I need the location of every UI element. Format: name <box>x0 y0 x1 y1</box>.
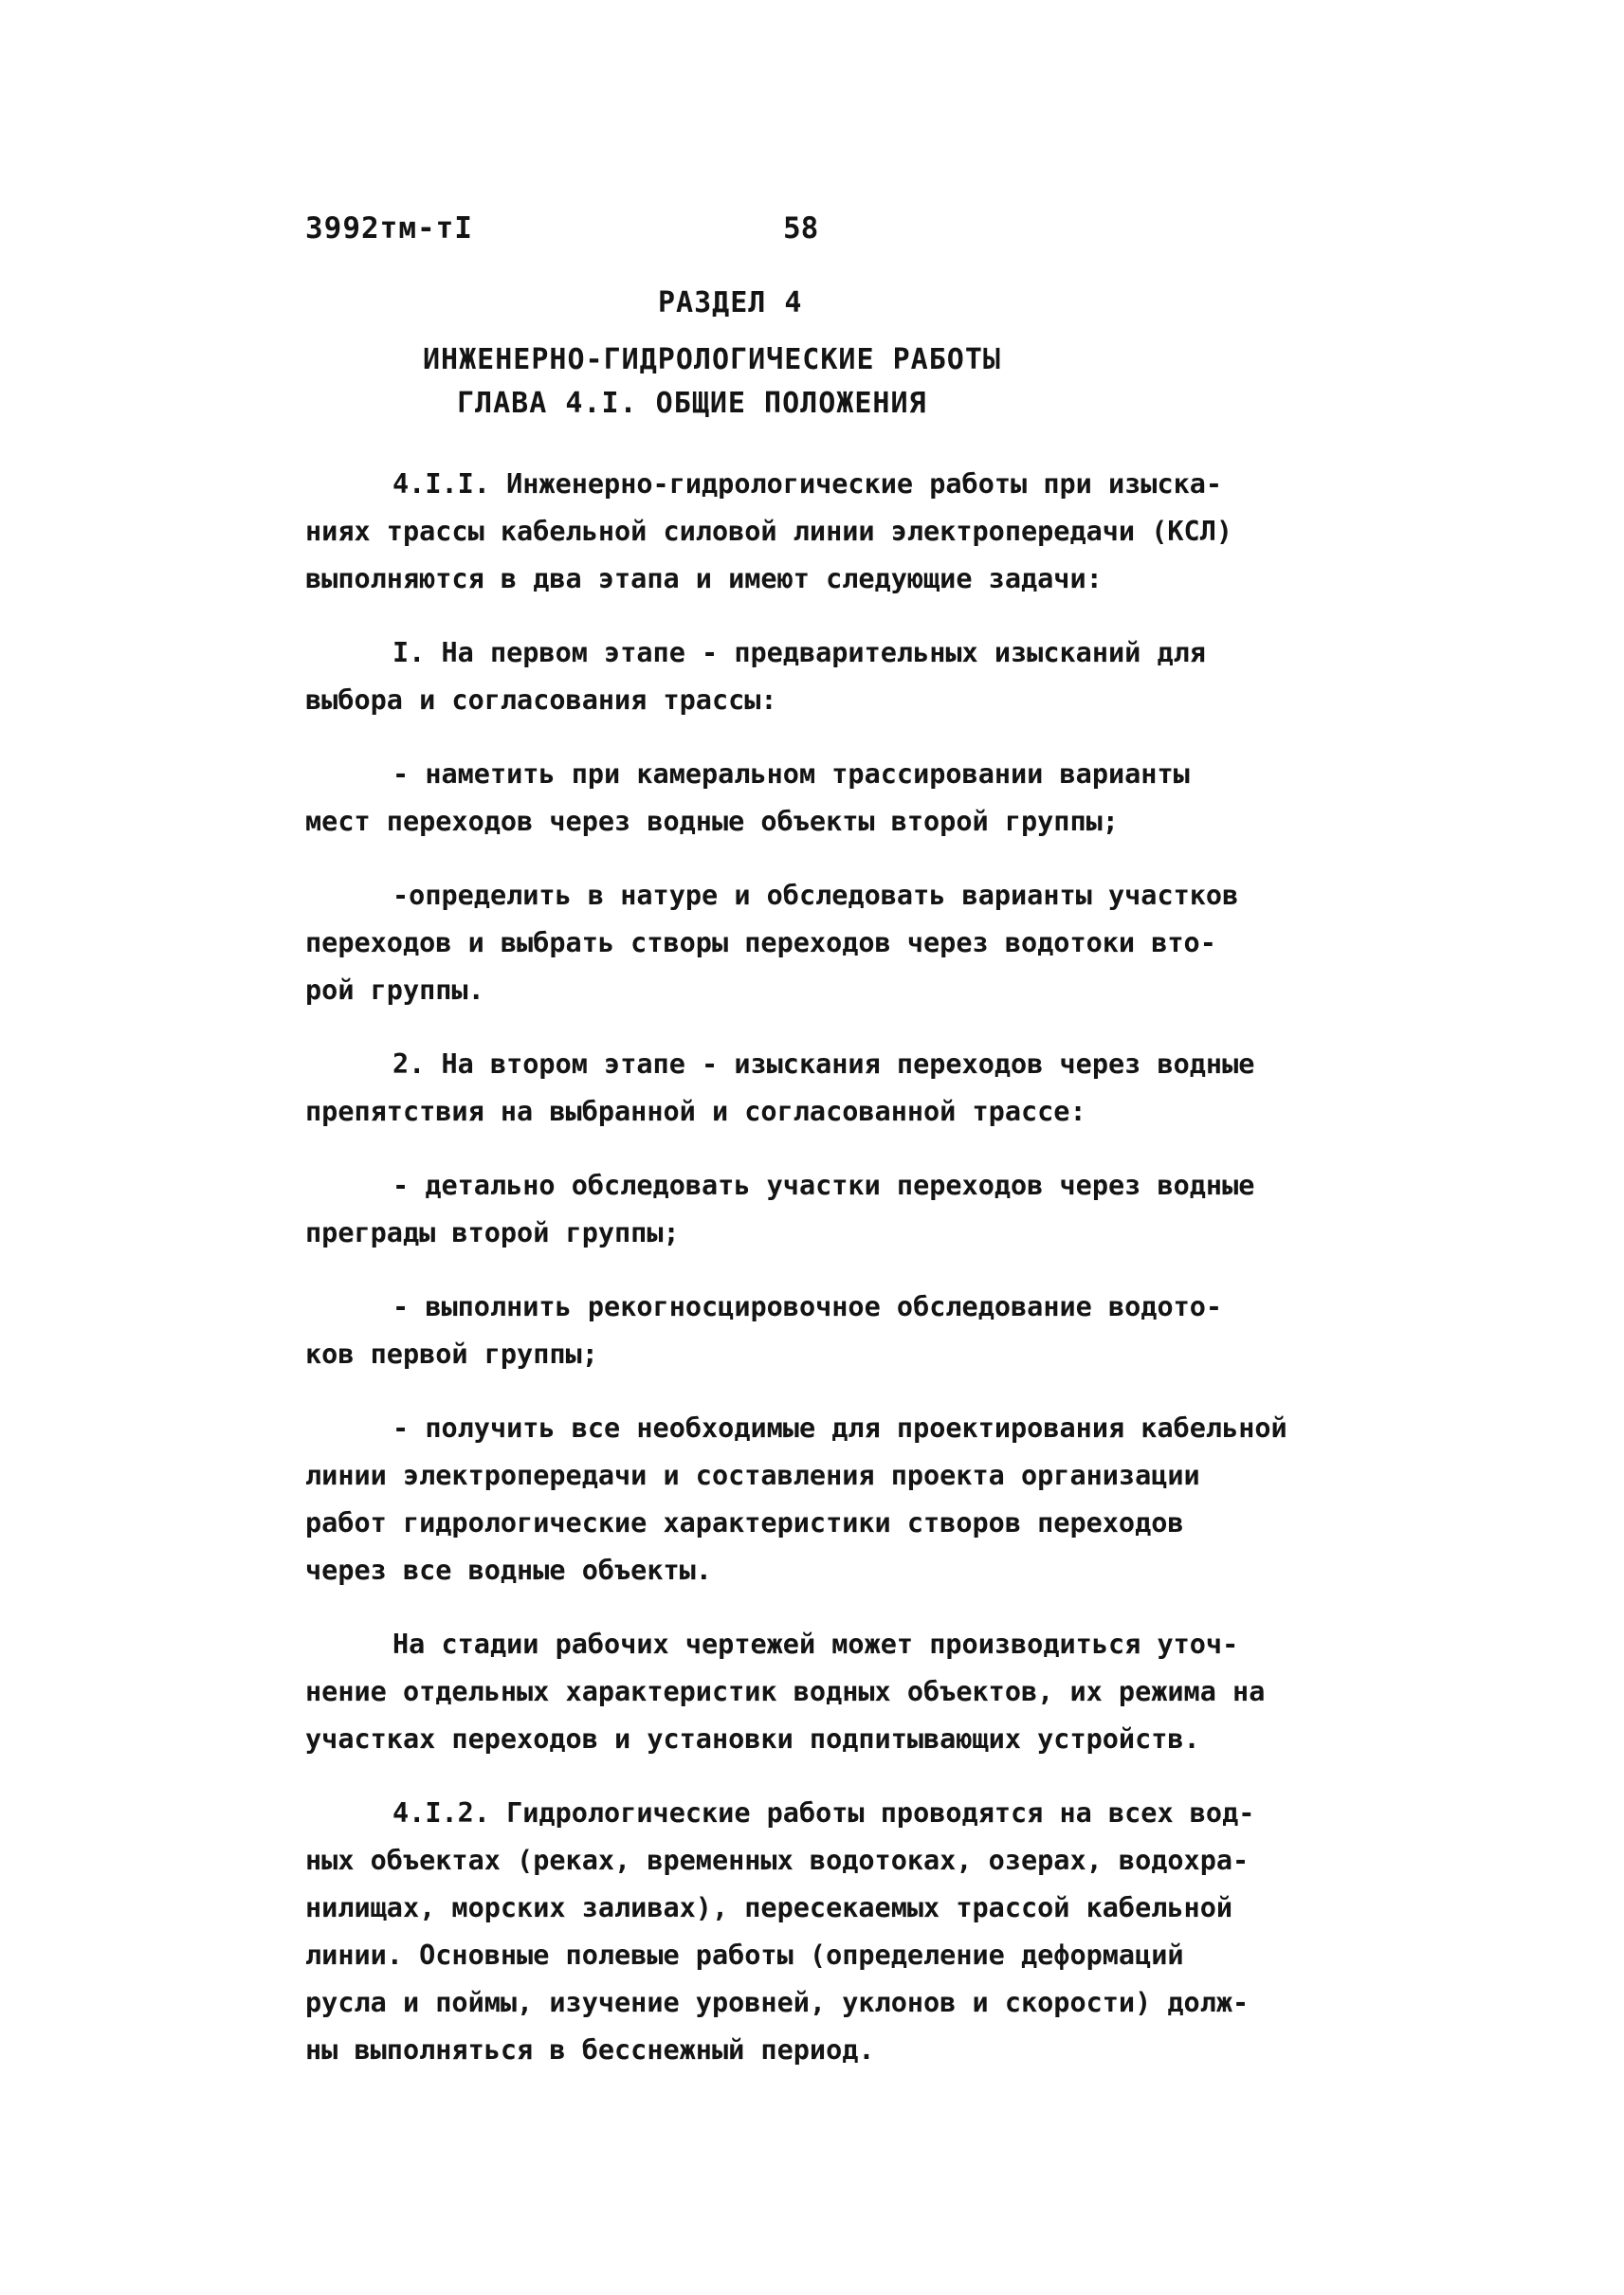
body-text <box>305 461 1377 2101</box>
text-line: - выполнить рекогносцировочное обследование водото- <box>392 1291 1223 1322</box>
text-line: 2. На втором этапе - изыскания переходов через водные <box>392 1048 1255 1080</box>
section-title: ИНЖЕНЕРНО-ГИДРОЛОГИЧЕСКИЕ РАБОТЫ <box>423 343 1001 376</box>
text-line: линии электропередачи и составления проекта организации <box>305 1460 1200 1491</box>
list-item <box>305 1162 1377 1257</box>
list-item <box>305 751 1377 846</box>
text-line: мест переходов через водные объекты второй группы; <box>305 806 1119 837</box>
text-line: участках переходов и установки подпитывающих устройств. <box>305 1723 1200 1755</box>
text-line: -определить в натуре и обследовать варианты участков <box>392 880 1239 911</box>
text-line: выполняются в два этапа и имеют следующие задачи: <box>305 563 1103 594</box>
list-item <box>305 1405 1377 1594</box>
text-line: ны выполняться в бесснежный период. <box>305 2034 875 2066</box>
text-line: 4.I.2. Гидрологические работы проводятся на всех вод- <box>392 1797 1255 1829</box>
text-line: линии. Основные полевые работы (определение деформаций <box>305 1940 1184 1971</box>
text-line: выбора и согласования трассы: <box>305 684 777 716</box>
text-line: - получить все необходимые для проектирования кабельной <box>392 1412 1287 1444</box>
text-line: 4.I.I. Инженерно-гидрологические работы при изыска- <box>392 468 1223 500</box>
text-line: рой группы. <box>305 974 484 1006</box>
text-line: ков первой группы; <box>305 1339 598 1370</box>
text-line: ных объектах (реках, временных водотоках, озерах, водохра- <box>305 1845 1250 1876</box>
paragraph-stage-2 <box>305 1041 1377 1136</box>
text-line: преграды второй группы; <box>305 1217 680 1248</box>
list-item <box>305 872 1377 1014</box>
document-code: 3992тм-тI <box>305 211 473 246</box>
text-line: нилищах, морских заливах), пересекаемых трассой кабельной <box>305 1892 1233 1923</box>
text-line: нение отдельных характеристик водных объектов, их режима на <box>305 1676 1266 1707</box>
list-item <box>305 1284 1377 1378</box>
text-line: ниях трассы кабельной силовой линии электропередачи (КСЛ) <box>305 516 1233 547</box>
text-line: На стадии рабочих чертежей может производиться уточ- <box>392 1629 1239 1660</box>
text-line: работ гидрологические характеристики створов переходов <box>305 1507 1184 1539</box>
text-line: переходов и выбрать створы переходов через водотоки вто- <box>305 927 1216 958</box>
text-line: через все водные объекты. <box>305 1555 712 1586</box>
chapter-heading: ГЛАВА 4.I. ОБЩИЕ ПОЛОЖЕНИЯ <box>457 387 927 420</box>
text-line: I. На первом этапе - предварительных изысканий для <box>392 637 1206 668</box>
paragraph-working-drawings <box>305 1621 1377 1763</box>
paragraph-4-1-1 <box>305 461 1377 603</box>
page-number: 58 <box>783 211 819 246</box>
text-line: - наметить при камеральном трассировании варианты <box>392 758 1190 790</box>
paragraph-4-1-2 <box>305 1790 1377 2074</box>
text-line: препятствия на выбранной и согласованной трассе: <box>305 1096 1086 1127</box>
paragraph-stage-1 <box>305 629 1377 724</box>
text-line: русла и поймы, изучение уровней, уклонов и скорости) долж- <box>305 1987 1250 2018</box>
section-heading: РАЗДЕЛ 4 <box>658 286 803 319</box>
text-line: - детально обследовать участки переходов через водные <box>392 1170 1255 1201</box>
